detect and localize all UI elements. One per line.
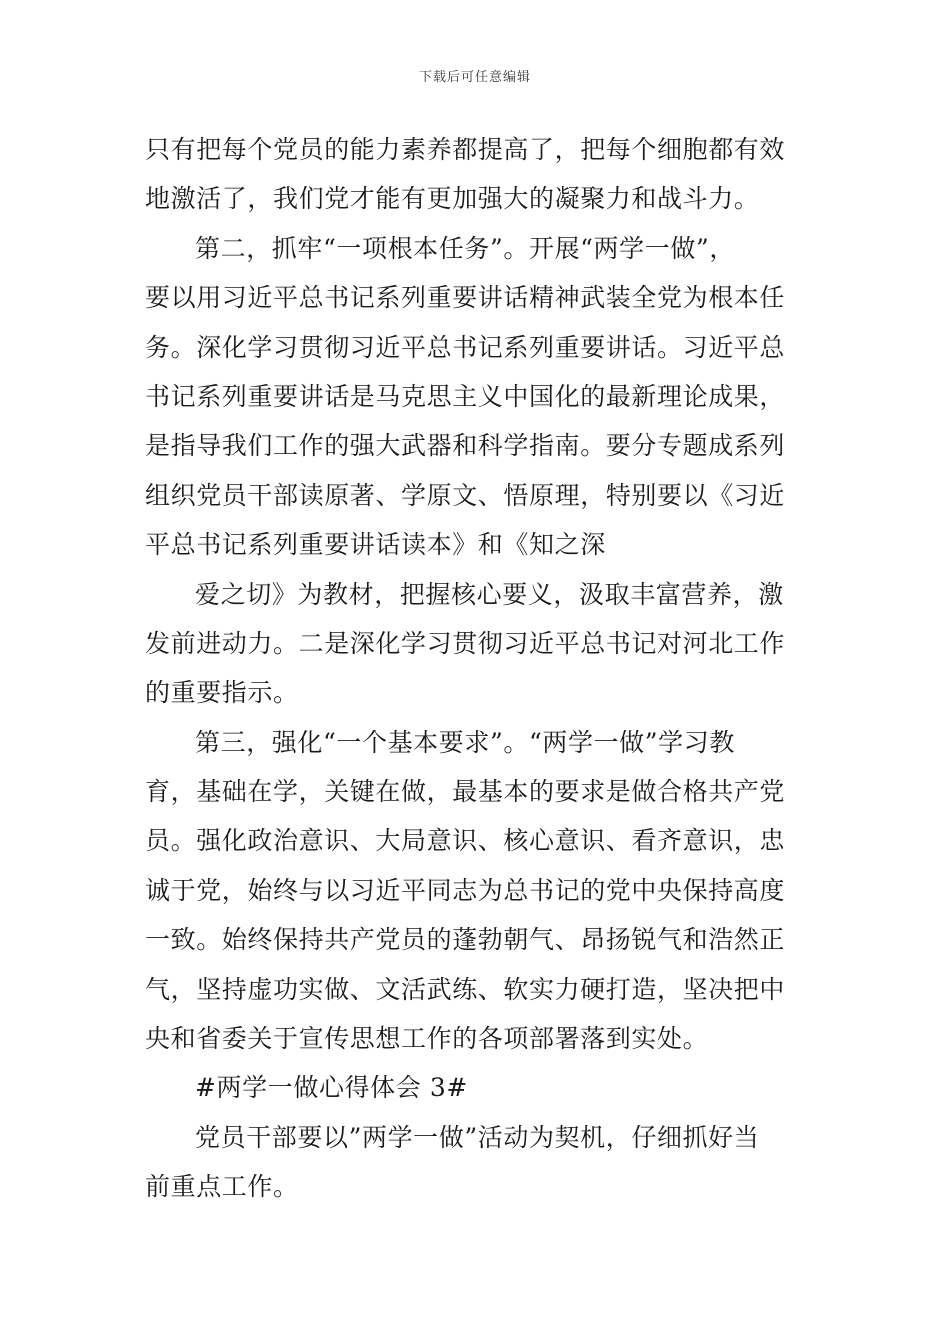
text-line: 的重要指示。 bbox=[145, 678, 299, 708]
text-line: 组织党员干部读原著、学原文、悟原理，特别要以《习近 bbox=[145, 480, 786, 510]
text-line: 是指导我们工作的强大武器和科学指南。要分专题成系列 bbox=[145, 431, 786, 461]
text-line: 书记系列重要讲话是马克思主义中国化的最新理论成果， bbox=[145, 381, 786, 411]
page-header: 下载后可任意编辑 bbox=[418, 70, 531, 85]
text-line: 第三，强化“一个基本要求”。“两学一做”学习教 bbox=[195, 727, 735, 757]
text-line: 前重点工作。 bbox=[145, 1172, 299, 1202]
text-line: 务。深化学习贯彻习近平总书记系列重要讲话。习近平总 bbox=[145, 332, 786, 362]
text-line: 平总书记系列重要讲话读本》和《知之深 bbox=[145, 530, 606, 560]
text-line: 诚于党，始终与以习近平同志为总书记的党中央保持高度 bbox=[145, 875, 786, 905]
document-body bbox=[145, 125, 815, 1212]
text-line: 气，坚持虚功实做、文活武练、软实力硬打造，坚决把中 bbox=[145, 974, 786, 1004]
text-line: 党员干部要以”两学一做”活动为契机，仔细抓好当 bbox=[195, 1122, 760, 1152]
text-line: 央和省委关于宣传思想工作的各项部署落到实处。 bbox=[145, 1024, 709, 1054]
text-line: 地激活了，我们党才能有更加强大的凝聚力和战斗力。 bbox=[145, 184, 760, 214]
text-line: 只有把每个党员的能力素养都提高了，把每个细胞都有效 bbox=[145, 135, 786, 164]
text-line: 爱之切》为教材，把握核心要义，汲取丰富营养，激 bbox=[195, 579, 784, 609]
text-line: 发前进动力。二是深化学习贯彻习近平总书记对河北工作 bbox=[145, 628, 786, 658]
text-line: 员。强化政治意识、大局意识、核心意识、看齐意识，忠 bbox=[145, 826, 786, 856]
text-line: 第二，抓牢“一项根本任务”。开展“两学一做”， bbox=[195, 233, 735, 263]
text-line: #两学一做心得体会 3# bbox=[195, 1073, 468, 1103]
text-line: 育，基础在学，关键在做，最基本的要求是做合格共产党 bbox=[145, 777, 786, 807]
text-line: 要以用习近平总书记系列重要讲话精神武装全党为根本任 bbox=[145, 283, 786, 313]
text-line: 一致。始终保持共产党员的蓬勃朝气、昂扬锐气和浩然正 bbox=[145, 925, 786, 955]
